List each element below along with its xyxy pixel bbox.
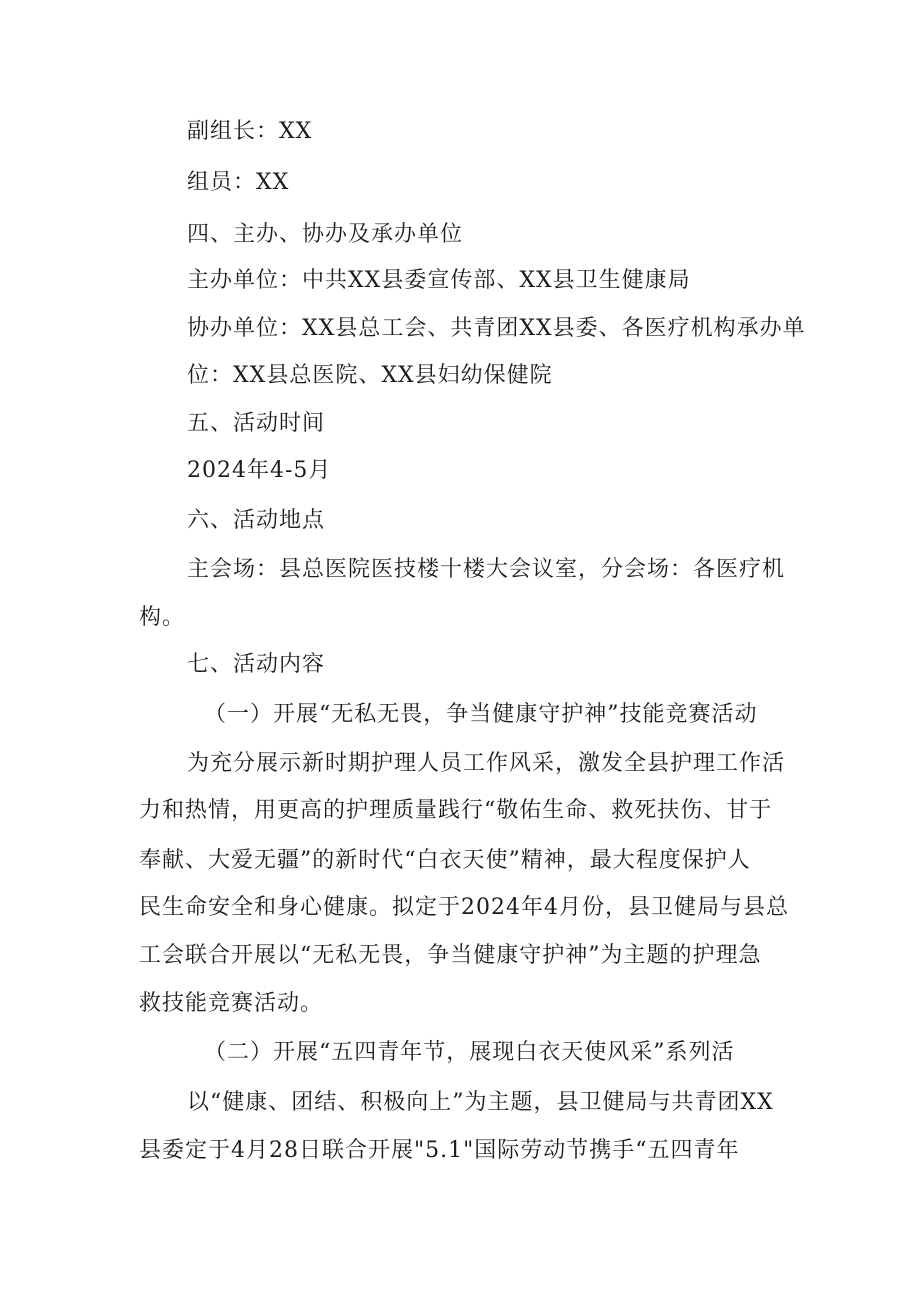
text-line-vice-leader: 副组长：XX (187, 119, 313, 144)
paragraph-line: 县委定于4月28日联合开展"5.1"国际劳动节携手“五四青年 (139, 1138, 740, 1163)
paragraph-line: 工会联合开展以“无私无畏，争当健康守护神”为主题的护理急 (139, 943, 762, 968)
text-line-location: 主会场：县总医院医技楼十楼大会议室，分会场：各医疗机 (187, 557, 786, 582)
section-heading-time: 五、活动时间 (187, 411, 326, 436)
paragraph-line: 民生命安全和身心健康。拟定于2024年4月份，县卫健局与县总 (139, 895, 789, 920)
text-line-co-host-units: 协办单位：XX县总工会、共青团XX县委、各医疗机构承办单 (187, 316, 806, 341)
paragraph-line: 救技能竞赛活动。 (139, 991, 324, 1016)
paragraph-line: 为充分展示新时期护理人员工作风采，激发全县护理工作活 (187, 751, 786, 776)
subheading-skills-competition: （一）开展“无私无畏，争当健康守护神”技能竞赛活动 (204, 702, 758, 727)
text-line-location-cont: 构。 (139, 605, 186, 630)
text-line-host-units: 主办单位：中共XX县委宣传部、XX县卫生健康局 (187, 268, 691, 293)
section-heading-location: 六、活动地点 (187, 508, 326, 533)
text-line-undertaking-units: 位：XX县总医院、XX县妇幼保健院 (187, 363, 553, 388)
section-heading-content: 七、活动内容 (187, 652, 326, 677)
subheading-youth-day: （二）开展“五四青年节，展现白衣天使风采”系列活 (204, 1040, 735, 1065)
paragraph-line: 奉献、大爱无疆”的新时代“白衣天使”精神，最大程度保护人 (139, 848, 751, 873)
paragraph-line: 力和热情，用更高的护理质量践行“敬佑生命、救死扶伤、甘于 (139, 798, 773, 823)
text-line-time: 2024年4-5月 (187, 458, 332, 483)
text-line-members: 组员：XX (187, 170, 290, 195)
paragraph-line: 以“健康、团结、积极向上”为主题，县卫健局与共青团XX (187, 1090, 774, 1115)
section-heading-organizers: 四、主办、协办及承办单位 (187, 222, 464, 247)
